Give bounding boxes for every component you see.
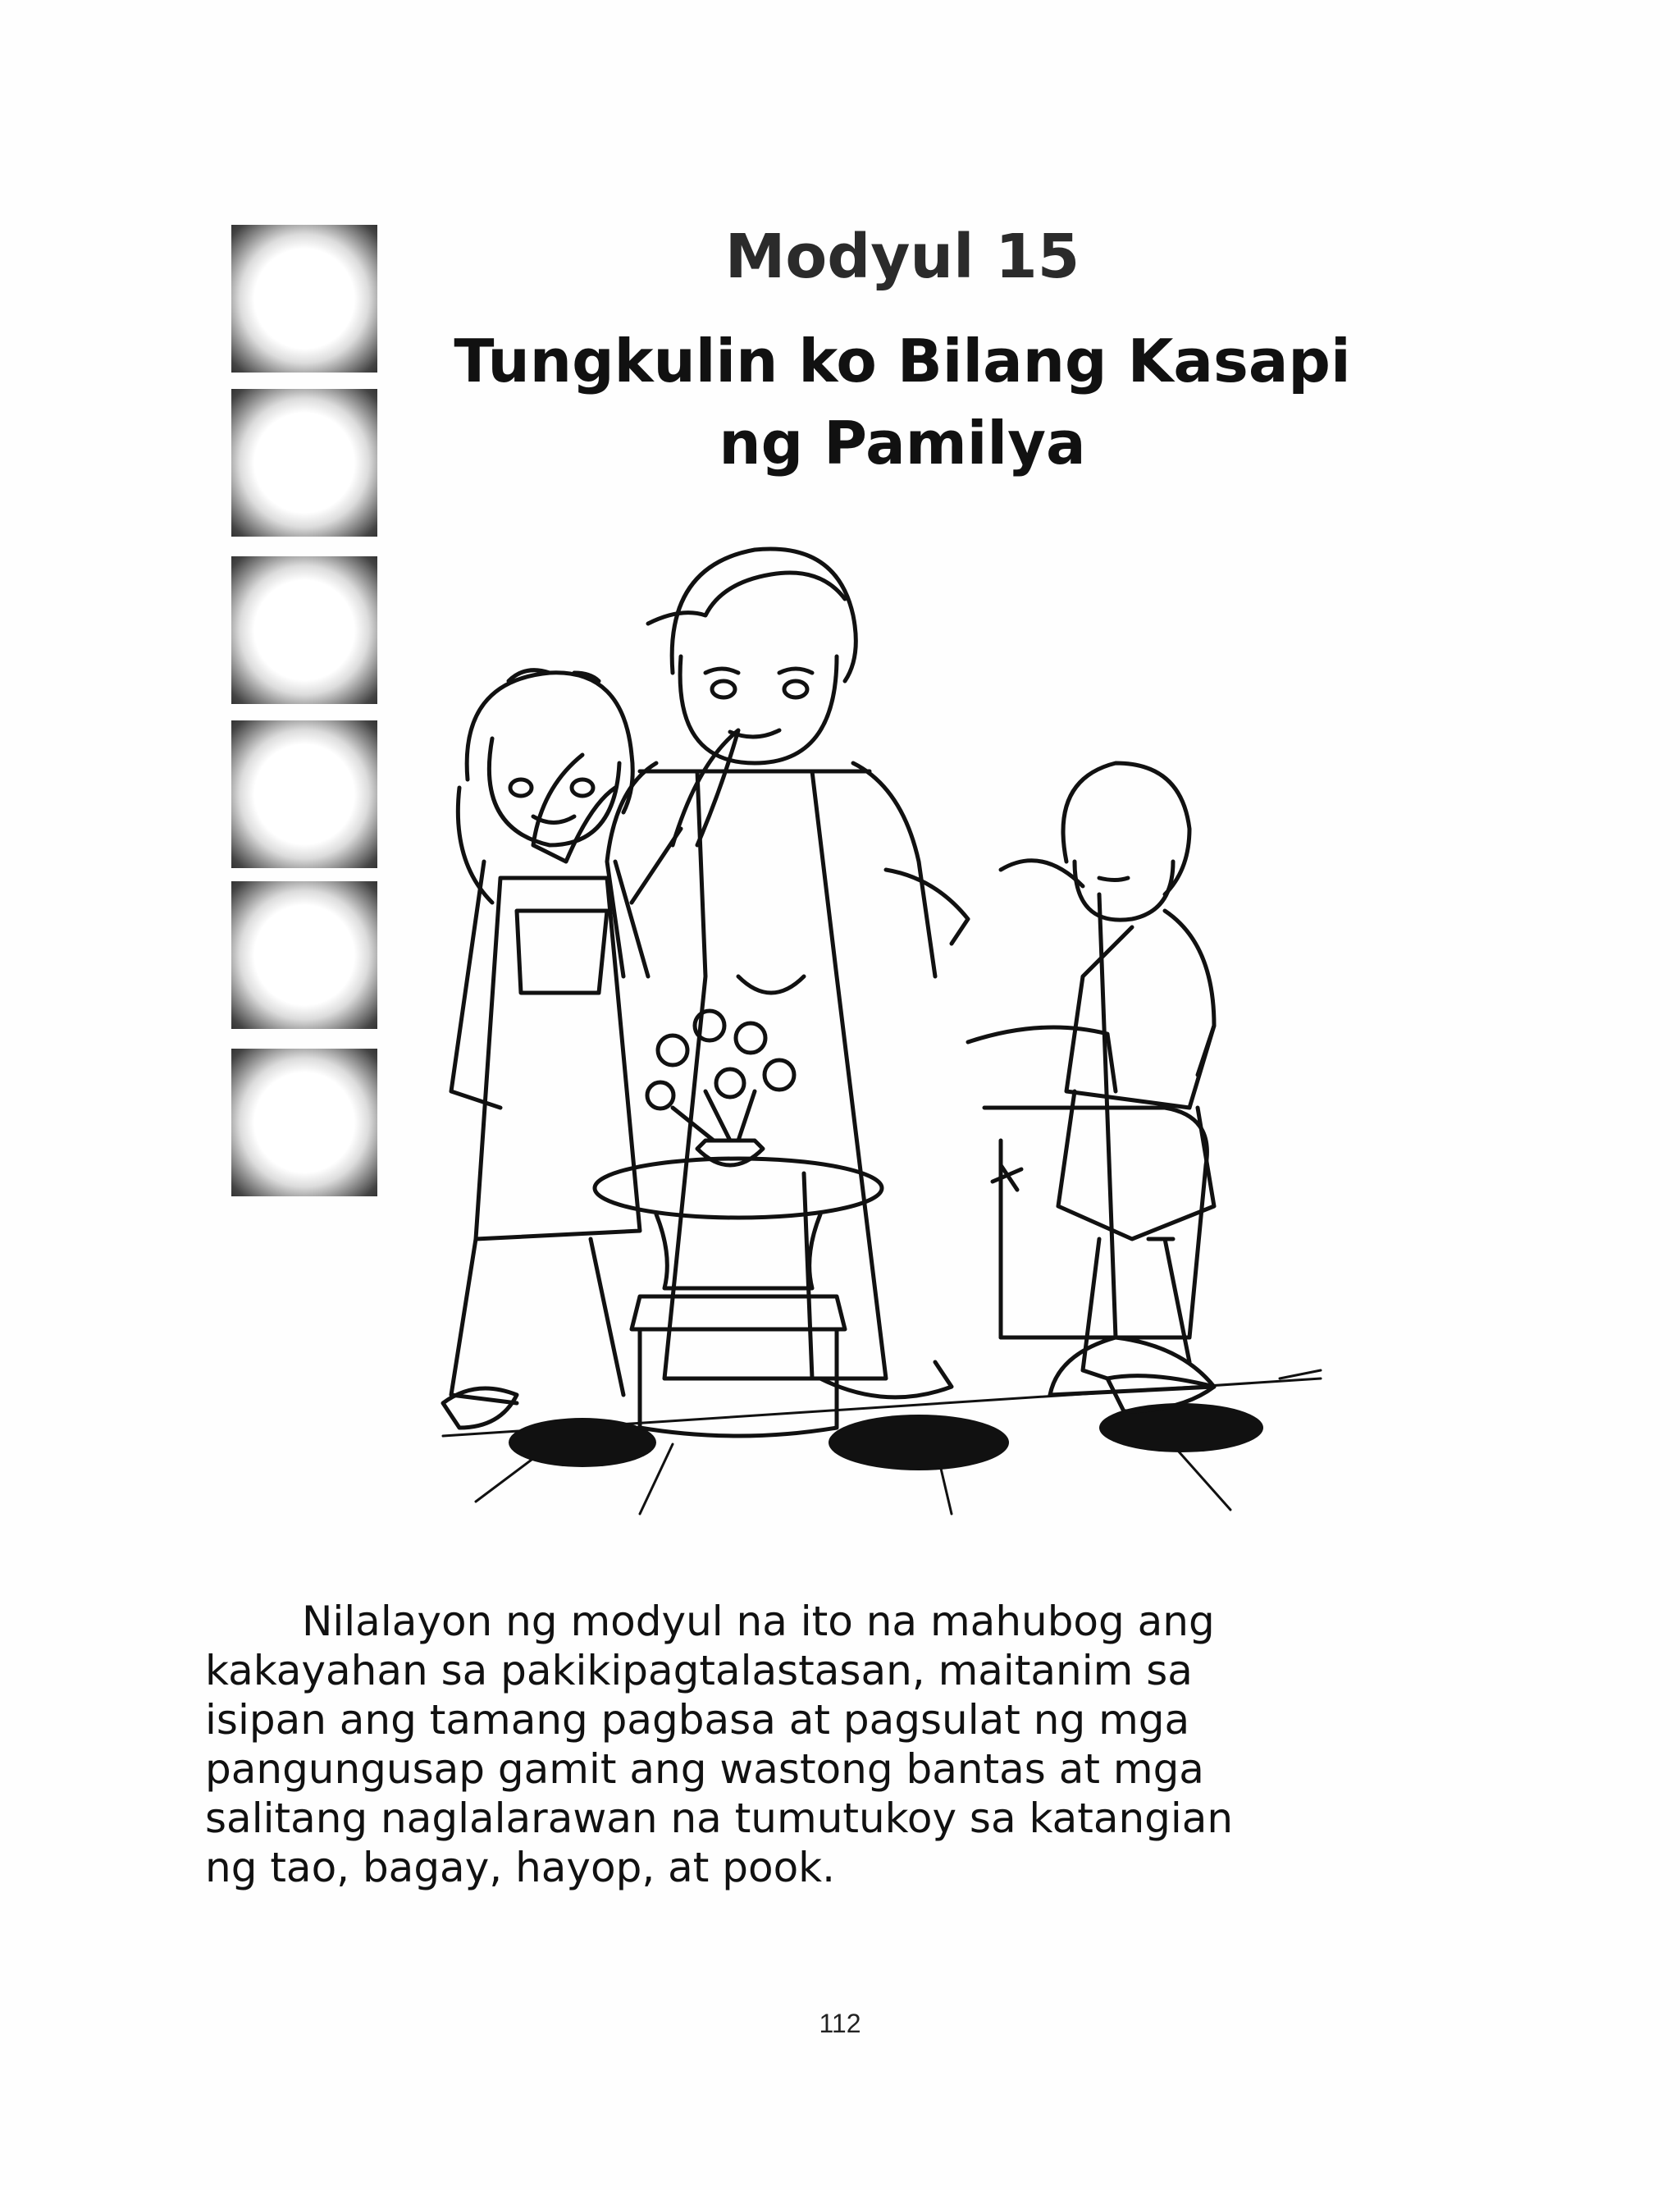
decorative-square	[231, 389, 377, 537]
decorative-square	[231, 881, 377, 1029]
flowers	[647, 1011, 794, 1141]
page-number: 112	[819, 2009, 861, 2038]
description-line: isipan ang tamang pagbasa at pagsulat ng mga	[205, 1696, 1190, 1744]
description-line: kakayahan sa pakikipagtalastasan, maitanim sa	[205, 1647, 1193, 1694]
description-line: Nilalayon ng modyul na ito na mahubog ang	[302, 1598, 1215, 1645]
module-label: Modyul 15	[724, 222, 1080, 292]
module-description	[205, 1597, 1337, 1892]
boy-figure	[1001, 763, 1214, 1411]
page-title-line-2: ng Pamilya	[719, 409, 1086, 478]
sofa	[968, 1027, 1207, 1337]
description-line: pangungusap gamit ang wastong bantas at mga	[205, 1745, 1204, 1793]
description-line: ng tao, bagay, hayop, at pook.	[205, 1844, 836, 1891]
page-title-line-1: Tungkulin ko Bilang Kasapi	[454, 327, 1351, 395]
decorative-square	[231, 720, 377, 868]
shadows	[509, 1403, 1263, 1470]
decorative-square	[231, 225, 377, 373]
description-line: salitang naglalarawan na tumutukoy sa katangian	[205, 1795, 1234, 1842]
family-chores-illustration	[427, 517, 1329, 1518]
girl-figure	[443, 670, 738, 1428]
decorative-square	[231, 556, 377, 704]
decorative-square	[231, 1049, 377, 1196]
